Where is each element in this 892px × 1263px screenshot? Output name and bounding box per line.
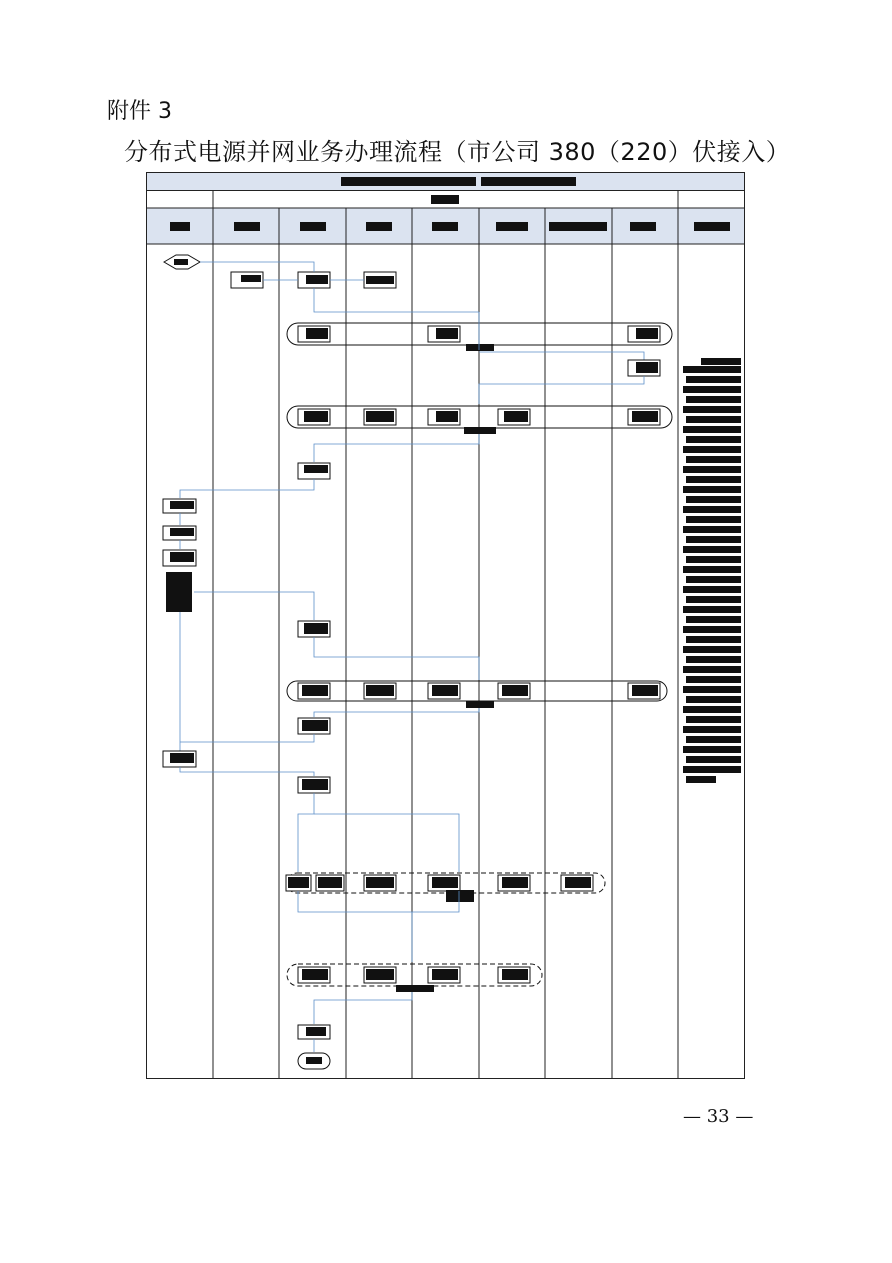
swimlane-flowchart — [146, 172, 746, 1080]
notes-column — [683, 358, 741, 783]
annex-label: 附件 3 — [107, 99, 172, 124]
document-title: 分布式电源并网业务办理流程（市公司 380（220）伏接入） — [124, 138, 791, 166]
flowchart-frame — [147, 173, 745, 1079]
page-number: — 33 — — [683, 1106, 754, 1127]
